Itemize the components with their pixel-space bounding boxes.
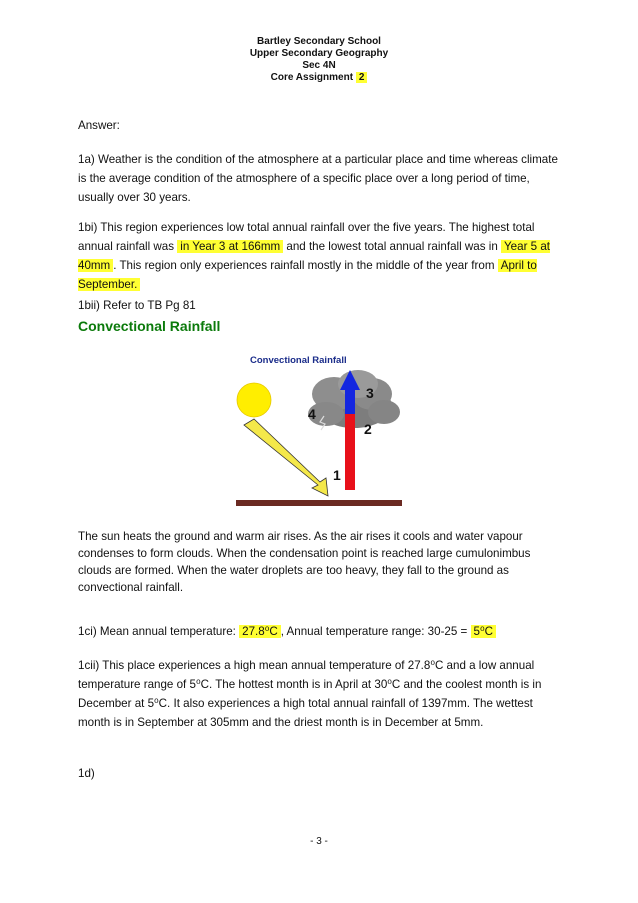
answer-1bii: 1bii) Refer to TB Pg 81 xyxy=(78,299,196,312)
assignment-label: Core Assignment xyxy=(270,72,354,83)
diagram-title: Convectional Rainfall xyxy=(250,355,347,366)
subject-name: Upper Secondary Geography xyxy=(249,48,389,59)
answer-1ci xyxy=(78,622,558,641)
convection-explanation: The sun heats the ground and warm air rises. As the air rises it cools and water vapour condenses to form clouds. When the condensation point is reached large cumulonimbus clouds are formed. When the water droplets are too heavy, they fall to the ground as convectional rainfall. xyxy=(78,530,531,594)
answer-1cii: 1cii) This place experiences a high mean annual temperature of 27.8⁰C and a low annual temperature range of 5⁰C. The hottest month is in April at 30⁰C and the coolest month is in December at 5⁰C. It also experiences a high total annual rainfall of 1397mm. The wettest month is in September at 305mm and the driest month is in December at 5mm. xyxy=(78,659,542,729)
assignment-number: 2 xyxy=(356,72,368,83)
school-name: Bartley Secondary School xyxy=(257,36,381,47)
section-title: Convectional Rainfall xyxy=(78,318,221,334)
ground-bar xyxy=(236,500,402,506)
answer-1bi-text-2: and the lowest total annual rainfall was in xyxy=(283,240,501,253)
class-name: Sec 4N xyxy=(302,60,336,71)
answer-1bi-highlight-3: April to September. xyxy=(78,259,537,291)
answer-1bi xyxy=(78,218,558,294)
diagram-label-4: 4 xyxy=(308,406,316,422)
diagram-label-1: 1 xyxy=(333,467,341,483)
temperature-range-value: 5⁰C xyxy=(471,625,496,638)
answer-1bi-text-3: . This region only experiences rainfall mostly in the middle of the year from xyxy=(113,259,498,272)
answer-1a: 1a) Weather is the condition of the atmosphere at a particular place and time whereas climate is the average condition of the atmosphere of a specific place over a long period of time, usually over 30 years. xyxy=(78,153,558,204)
answer-1bi-highlight-1: in Year 3 at 166mm xyxy=(177,240,283,253)
answer-1ci-middle: , Annual temperature range: 30-25 = xyxy=(280,625,471,638)
page-number: - 3 - xyxy=(310,836,328,847)
sun-ray-arrow xyxy=(244,419,328,496)
mean-temperature-value: 27.8⁰C xyxy=(239,625,281,638)
answer-1ci-prefix: 1ci) Mean annual temperature: xyxy=(78,625,240,638)
sun-icon xyxy=(237,383,271,417)
rising-air-arrow xyxy=(340,370,360,490)
answer-1bi-highlight-2: Year 5 at 40mm xyxy=(78,240,550,272)
answer-1bi-text-1: 1bi) This region experiences low total annual rainfall over the five years. The highest total annual rainfall was xyxy=(78,221,535,253)
document-header xyxy=(0,36,638,84)
answer-1d: 1d) xyxy=(78,767,95,780)
convectional-rainfall-diagram xyxy=(236,350,402,514)
diagram-label-3: 3 xyxy=(366,385,374,401)
diagram-label-2: 2 xyxy=(364,421,372,437)
assignment-line xyxy=(0,72,638,84)
answer-label: Answer: xyxy=(78,119,120,132)
